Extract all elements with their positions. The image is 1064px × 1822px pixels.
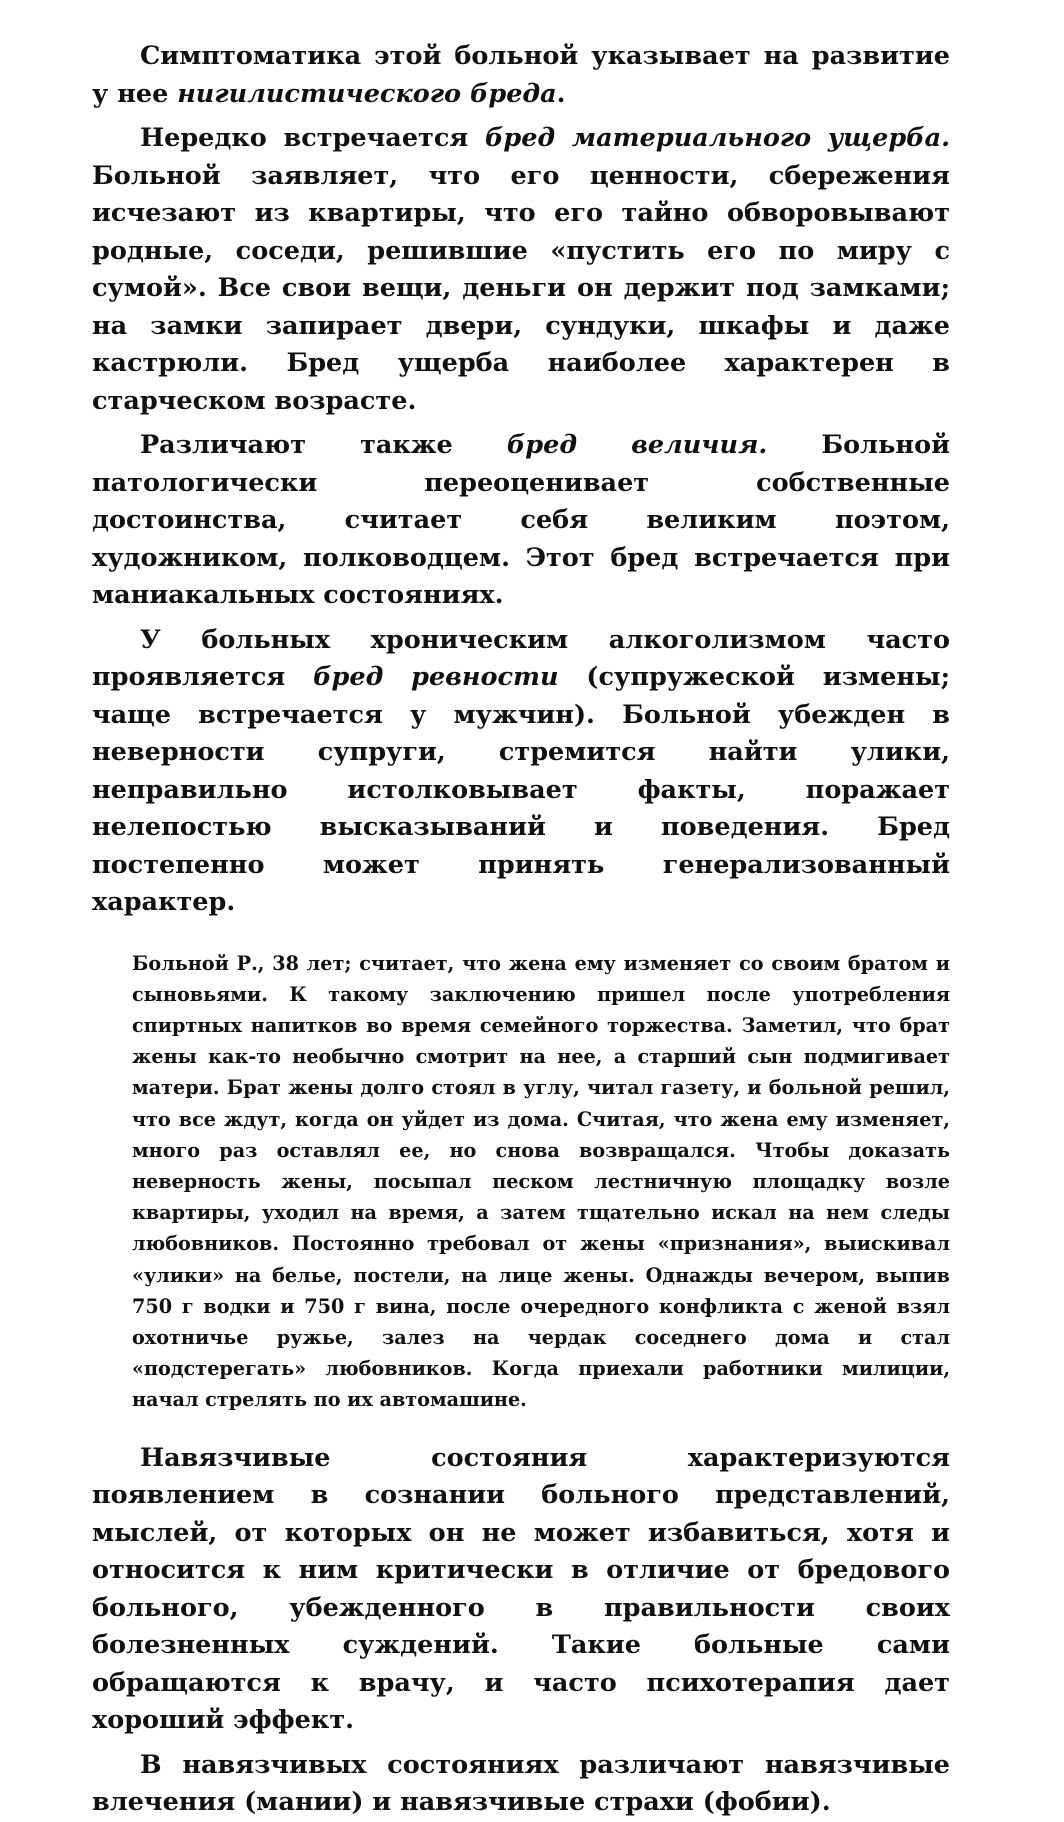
- paragraph-obsessive-types: В навязчивых состояниях различают навязчивые влечения (мании) и навязчивые страхи (фобии).: [92, 1749, 950, 1818]
- text-run: Нередко встречается: [140, 123, 485, 153]
- paragraph-obsessive-states: Навязчивые состояния характеризуются появлением в сознании больного представлений, мыслей, от которых он не может избавиться, хотя и относится к ним критически в отличие от бредового больного, убежденного в правильности своих болезненных суждений. Такие больные сами обращаются к врачу, и часто психотерапия дает хороший эффект.: [92, 1442, 950, 1736]
- paragraph-nihilistic-delusion: [92, 38, 950, 113]
- paragraph-jealousy-delusion: [92, 622, 950, 922]
- text-run: (супружеской измены; чаще встречается у мужчин). Больной убежден в неверности супруги, стремится найти улики, неправильно истолковывает факты, поражает нелепостью высказываний и поведения. Бред постепенно может принять генерализованный характер.: [92, 662, 950, 917]
- term-grandeur-delusion: бред величия.: [506, 430, 768, 460]
- term-material-damage-delusion: бред материального ущерба.: [484, 123, 950, 153]
- text-run: Симптоматика этой больной указывает на развитие у нее: [92, 41, 950, 109]
- paragraph-grandeur-delusion: [92, 427, 950, 615]
- text-run: .: [556, 78, 566, 109]
- term-nihilistic-delusion: нигилистического бреда: [177, 78, 557, 109]
- text-run: Различают также: [140, 430, 507, 460]
- text-run: У больных хроническим алкоголизмом часто проявляется: [92, 624, 950, 692]
- document-page: [92, 38, 950, 1822]
- paragraph-material-damage-delusion: [92, 120, 950, 420]
- term-jealousy-delusion: бред ревности: [313, 662, 559, 692]
- clinical-case-example: Больной Р., 38 лет; считает, что жена ему изменяет со своим братом и сыновьями. К такому заключению пришел после употребления спиртных напитков во время семейного торжества. Заметил, что брат жены как-то необычно смотрит на нее, а старший сын подмигивает матери. Брат жены долго стоял в углу, читал газету, и больной решил, что все ждут, когда он уйдет из дома. Считая, что жена ему изменяет, много раз оставлял ее, но снова возвращался. Чтобы доказать неверность жены, посыпал песком лестничную площадку возле квартиры, уходил на время, а затем тщательно искал на нем следы любовников. Постоянно требовал от жены «признания», выискивал «улики» на белье, постели, на лице жены. Однажды вечером, выпив 750 г водки и 750 г вина, после очередного конфликта с женой взял охотничье ружье, залез на чердак соседнего дома и стал «подстерегать» любовников. Когда приехали работники милиции, начал стрелять по их автомашине.: [132, 951, 950, 1412]
- text-run: Больной патологически переоценивает собственные достоинства, считает себя великим поэтом, художником, полководцем. Этот бред встречается при маниакальных состояниях.: [92, 430, 950, 610]
- text-run: Больной заявляет, что его ценности, сбережения исчезают из квартиры, что его тайно обворовывают родные, соседи, решившие «пустить его по миру с сумой». Все свои вещи, деньги он держит под замками; на замки запирает двери, сундуки, шкафы и даже кастрюли. Бред ущерба наиболее характерен в старческом возрасте.: [92, 160, 950, 416]
